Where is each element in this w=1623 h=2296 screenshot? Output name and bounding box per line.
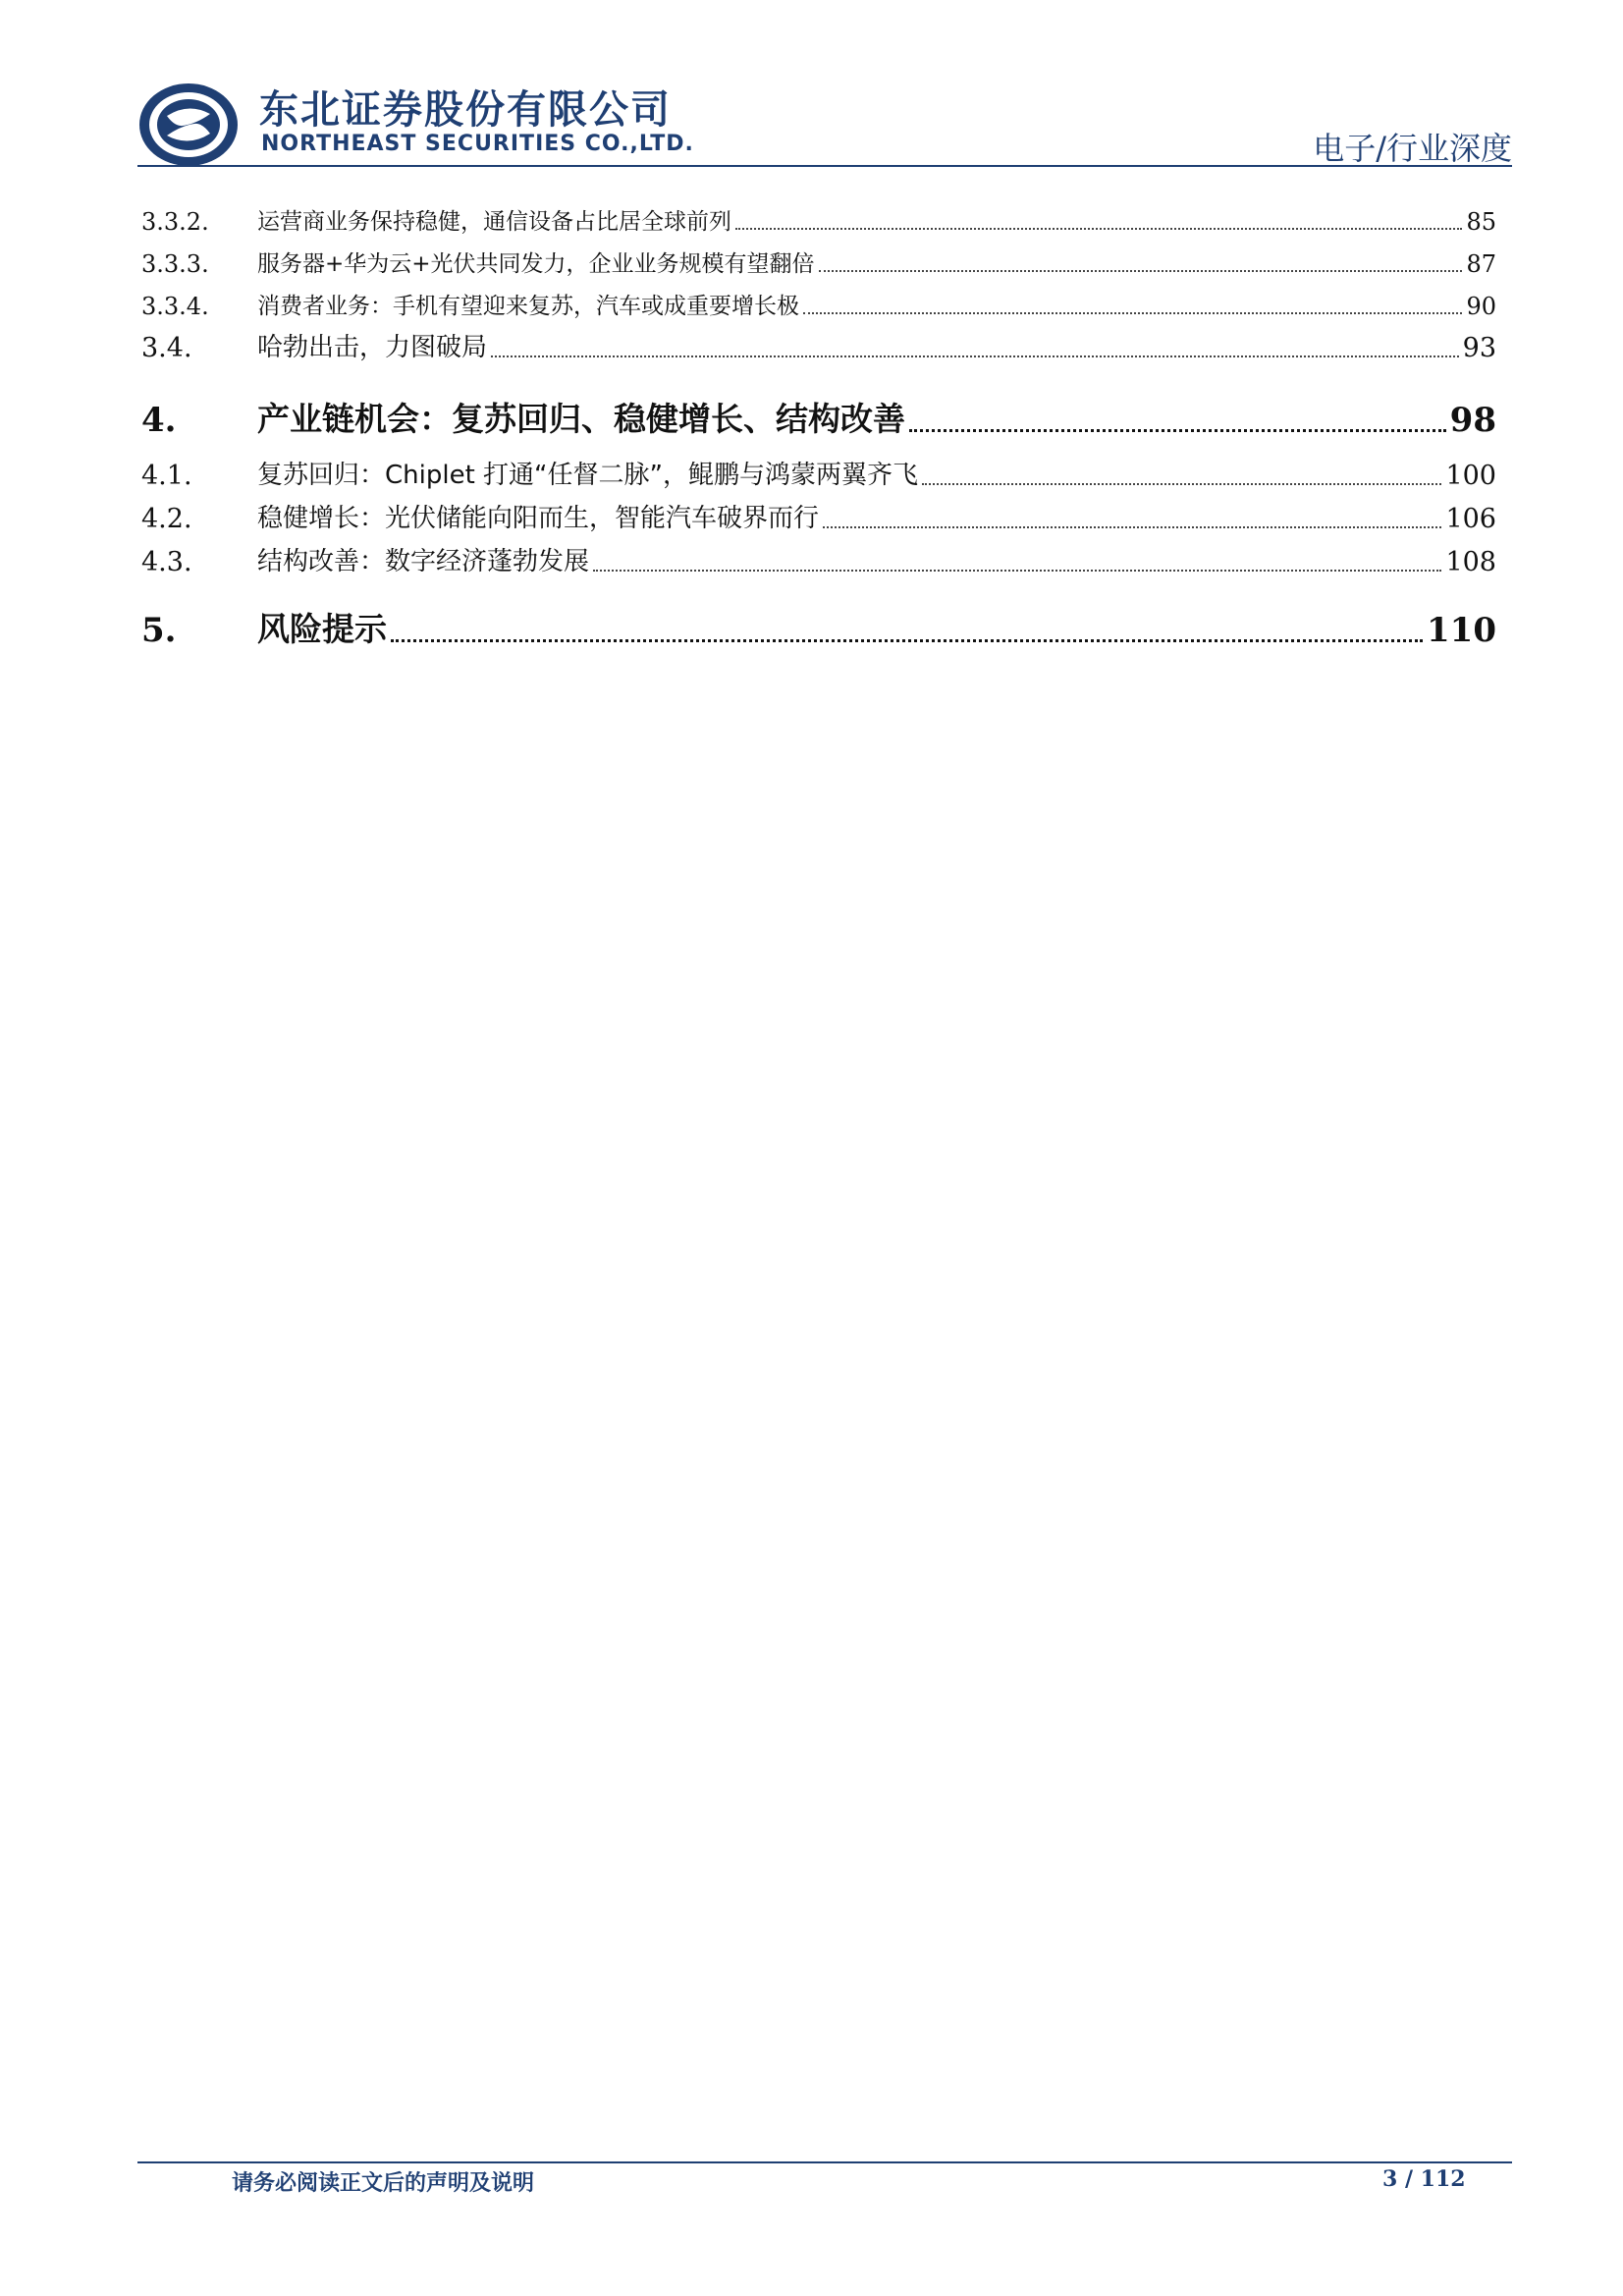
toc-entry-number: 3.3.4. [141, 293, 209, 320]
toc-entry-title: 消费者业务：手机有望迎来复苏，汽车或成重要增长极 [257, 294, 799, 319]
toc-entry-4-1[interactable] [141, 440, 1496, 491]
toc-entry-3-3-4[interactable] [141, 278, 1496, 320]
toc-entry-page: 87 [1466, 250, 1496, 278]
toc-dot-leader [491, 355, 1459, 357]
toc-entry-page: 85 [1466, 208, 1496, 236]
toc-entry-3-4[interactable] [141, 320, 1496, 363]
toc-entry-number: 5. [141, 611, 177, 650]
toc-entry-title: 服务器+华为云+光伏共同发力，企业业务规模有望翻倍 [257, 251, 815, 277]
toc-entry-page: 93 [1462, 333, 1496, 363]
toc-entry-page: 106 [1445, 504, 1496, 534]
page-indicator: 3 / 112 [1382, 2166, 1466, 2192]
toc-dot-leader [922, 483, 1441, 485]
toc-dot-leader [735, 228, 1462, 230]
toc-dot-leader [909, 429, 1446, 432]
company-name-cn: 东北证券股份有限公司 [259, 87, 672, 133]
toc-entry-3-3-3[interactable] [141, 236, 1496, 278]
toc-entry-number: 4. [141, 401, 177, 440]
northeast-securities-logo-icon [137, 81, 243, 169]
report-category: 电子/行业深度 [1313, 130, 1512, 167]
toc-entry-title: 复苏回归：Chiplet 打通“任督二脉”，鲲鹏与鸿蒙两翼齐飞 [257, 461, 918, 490]
toc-entry-title: 结构改善：数字经济蓬勃发展 [257, 547, 590, 576]
toc-entry-number: 3.3.3. [141, 250, 209, 278]
toc-entry-number: 3.3.2. [141, 208, 209, 236]
toc-dot-leader [593, 570, 1441, 572]
toc-entry-number: 4.3. [141, 547, 192, 577]
toc-entry-page: 110 [1427, 611, 1496, 650]
toc-dot-leader [819, 270, 1463, 272]
toc-entry-title: 产业链机会：复苏回归、稳健增长、结构改善 [257, 400, 905, 438]
toc-entry-title: 风险提示 [257, 610, 387, 648]
toc-entry-4[interactable] [141, 363, 1496, 440]
toc-entry-4-3[interactable] [141, 534, 1496, 577]
toc-entry-page: 98 [1449, 401, 1496, 440]
toc-entry-3-3-2[interactable] [141, 192, 1496, 236]
toc-entry-title: 运营商业务保持稳健，通信设备占比居全球前列 [257, 209, 731, 235]
toc-entry-number: 4.2. [141, 504, 192, 534]
toc-entry-page: 90 [1466, 293, 1496, 320]
toc-entry-title: 稳健增长：光伏储能向阳而生，智能汽车破界而行 [257, 504, 820, 533]
footer-divider [137, 2161, 1512, 2163]
toc-entry-page: 100 [1445, 461, 1496, 491]
toc-entry-5[interactable] [141, 577, 1496, 650]
toc-entry-number: 3.4. [141, 333, 192, 363]
toc-entry-title: 哈勃出击，力图破局 [257, 333, 488, 362]
table-of-contents [141, 192, 1496, 650]
toc-entry-4-2[interactable] [141, 491, 1496, 534]
page-header [137, 73, 1512, 171]
toc-dot-leader [391, 639, 1423, 642]
disclaimer-note: 请务必阅读正文后的声明及说明 [232, 2171, 535, 2196]
company-name-en: NORTHEAST SECURITIES CO.,LTD. [261, 132, 694, 156]
toc-dot-leader [823, 526, 1441, 528]
header-divider [137, 165, 1512, 167]
toc-entry-page: 108 [1445, 547, 1496, 577]
toc-dot-leader [803, 312, 1462, 314]
toc-entry-number: 4.1. [141, 461, 192, 491]
